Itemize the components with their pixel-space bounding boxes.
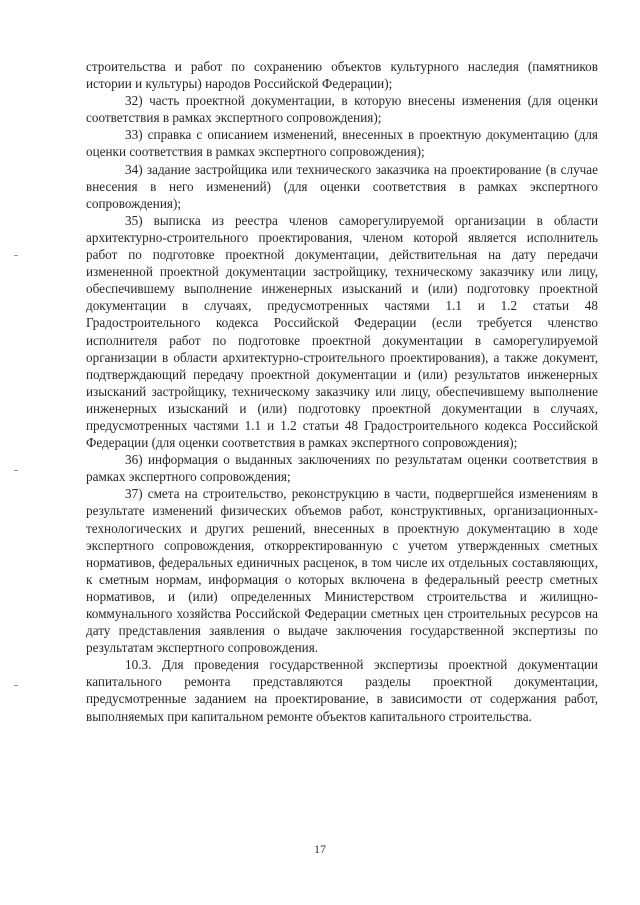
document-body — [86, 58, 598, 725]
paragraph-item-36: 36) информация о выданных заключениях по результатам оценки соответствия в рамках экспертного сопровождения; — [86, 452, 598, 485]
paragraph-section-10-3: 10.3. Для проведения государственной экспертизы проектной документации капитального ремонта представляются разделы проектной документации, предусмотренные заданием на проектирование, в зависимости от содержания работ, выполняемых при капитальном ремонте объектов капитального строительства. — [86, 657, 598, 724]
paragraph-item-32: 32) часть проектной документации, в которую внесены изменения (для оценки соответствия в рамках экспертного сопровождения); — [86, 93, 598, 126]
scan-artifact — [14, 255, 18, 256]
paragraph-item-37: 37) смета на строительство, реконструкцию в части, подвергшейся изменениям в результате изменений физических объемов работ, конструктивных, организационных-технологических и других решений, внесенных в проектную документацию в ходе экспертного сопровождения, откорректированную с учетом утвержденных сметных нормативов, федеральных единичных расценок, в том числе их отдельных составляющих, к сметным нормам, информация о которых включена в федеральный реестр сметных нормативов, и (или) определенных Министерством строительства и жилищно-коммунального хозяйства Российской Федерации сметных цен строительных ресурсов на дату представления заявления о выдаче заключения государственной экспертизы по результатам экспертного сопровождения. — [86, 486, 598, 656]
paragraph-item-33: 33) справка с описанием изменений, внесенных в проектную документацию (для оценки соответствия в рамках экспертного сопровождения); — [86, 127, 598, 160]
scan-artifact — [14, 685, 18, 686]
page-number: 17 — [314, 842, 326, 856]
paragraph-item-35: 35) выписка из реестра членов саморегулируемой организации в области архитектурно-строительного проектирования, членом которой является исполнитель работ по подготовке проектной документации, действительная на дату передачи измененной проектной документации застройщику, техническому заказчику или лицу, обеспечившему выполнение инженерных изысканий и (или) подготовку проектной документации в случаях, предусмотренных частями 1.1 и 1.2 статьи 48 Градостроительного кодекса Российской Федерации (если требуется членство исполнителя работ по подготовке проектной документации в саморегулируемой организации в области архитектурно-строительного проектирования), а также документ, подтверждающий передачу проектной документации и (или) результатов инженерных изысканий застройщику, техническому заказчику или лицу, обеспечившему выполнение инженерных изысканий и (или) подготовку проектной документации в случаях, предусмотренных частями 1.1 и 1.2 статьи 48 Градостроительного кодекса Российской Федерации (для оценки соответствия в рамках экспертного сопровождения); — [86, 212, 598, 451]
paragraph-continuation: строительства и работ по сохранению объектов культурного наследия (памятников истории и культуры) народов Российской Федерации); — [86, 59, 598, 92]
paragraph-item-34: 34) задание застройщика или технического заказчика на проектирование (в случае внесения в него изменений) (для оценки соответствия в рамках экспертного сопровождения); — [86, 161, 598, 211]
scan-artifact — [14, 470, 18, 471]
